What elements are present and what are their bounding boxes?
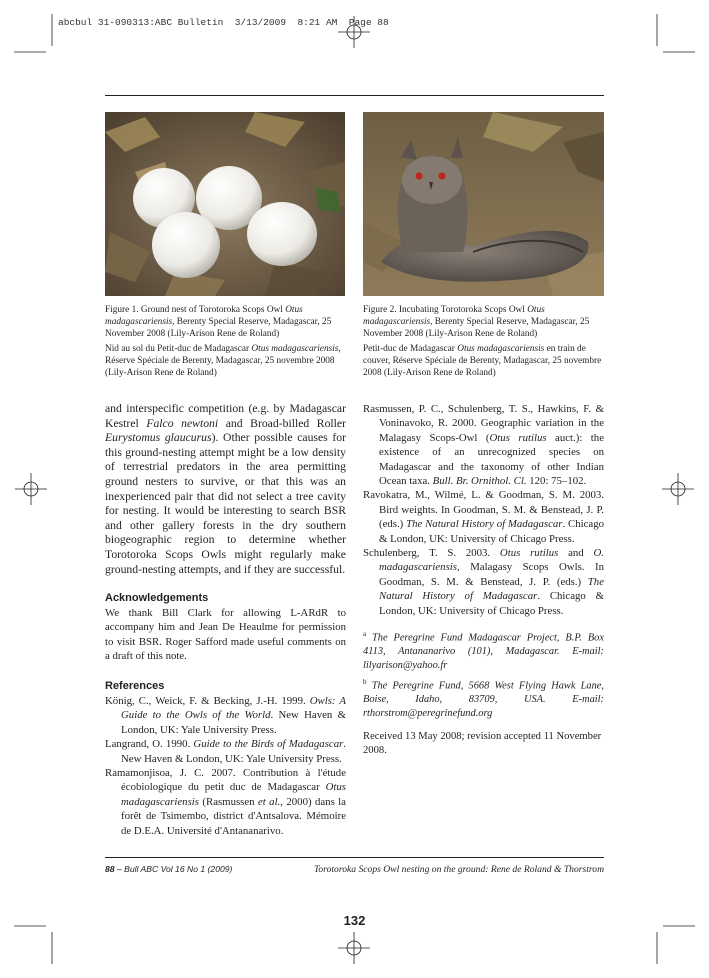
figure-1-caption-fr: Nid au sol du Petit-duc de Madagascar Otus madagascariensis, Réserve Spéciale de Berenty, Madagascar, 25 novembre 2008 (Lily-Arison Rene de Roland): [105, 344, 341, 378]
egg: [152, 212, 220, 278]
registration-target-bottom: [338, 932, 370, 964]
registration-target-left: [15, 473, 47, 505]
figure-2-caption-en: Figure 2. Incubating Torotoroka Scops Owl Otus madagascariensis, Berenty Special Reserve, Madagascar, 25 November 2008 (Lily-Arison Rene de Roland): [363, 305, 590, 339]
body-paragraph: and interspecific competition (e.g. by Madagascar Kestrel Falco newtoni and Broad-billed Roller Eurystomus glaucurus). Other possible causes for this ground-nesting attempt might be a low density of terrestrial predators in the area permitting ground nesters to survive, or that this was an inexperienced pair that did not select a tree cavity for nesting. It would be interesting to search BSR and other gallery forests in the dry southern biogeographic region to determine whether Torotoroka Scops Owls might regularly make ground-nesting attempts, and if they are successful.: [105, 402, 346, 576]
references-list: [105, 694, 346, 838]
reference-item: Schulenberg, T. S. 2003. Otus rutilus and O. madagascariensis, Malagasy Scops Owls. In Goodman, S. M. & Benstead, J. P. (eds.) The Natural History of Madagascar. Chicago & London, UK: University of Chicago Press.: [363, 547, 604, 617]
figure-1-caption: [105, 304, 345, 382]
figure-label: Figure 2: [363, 305, 395, 315]
registration-target-right: [662, 473, 694, 505]
acknowledgements-heading: Acknowledgements: [105, 592, 209, 605]
author-address-b: $^b$ The Peregrine Fund, 5668 West Flying Hawk Lane, Boise, Idaho, 83709, USA. E-mail: rthorstrom@peregrinefund.org: [363, 678, 604, 719]
reference-item: Langrand, O. 1990. Guide to the Birds of Madagascar. New Haven & London, UK: Yale University Press.: [105, 738, 346, 765]
reference-item: Ramamonjisoa, J. C. 2007. Contribution à l'étude écobiologique du petit duc de Madagascar Otus madagascariensis (Rasmussen et al., 2000) dans la forêt de Tsimembo, district d'Antsalova. Mémoire de D.E.A. Université d'Antananarivo.: [105, 766, 346, 837]
footer-running-title: Torotoroka Scops Owl nesting on the ground: Rene de Roland & Thorstrom: [313, 864, 604, 875]
figure-2-caption-fr: Petit-duc de Madagascar Otus madagascariensis en train de couver, Réserve Spéciale de Berenty, Madagascar, 25 novembre 2008 (Lily-Arison Rene de Roland): [363, 344, 602, 378]
reference-item: Ravokatra, M., Wilmé, L. & Goodman, S. M. 2003. Bird weights. In Goodman, S. M. & Benstead, J. P. (eds.) The Natural History of Madagascar. Chicago & London, UK: University of Chicago Press.: [363, 489, 604, 545]
left-column: [105, 402, 346, 838]
footer-journal: 88 – Bull ABC Vol 16 No 1 (2009): [105, 864, 233, 874]
acknowledgements-text: We thank Bill Clark for allowing L-ARdR to accompany him and Jean De Heaulme for permission to visit BSR. Roger Safford made useful comments on a draft of this note.: [105, 606, 346, 662]
footer-rule: [105, 857, 604, 858]
received-date: Received 13 May 2008; revision accepted 11 November 2008.: [363, 731, 602, 757]
owl-face: [402, 156, 462, 204]
figure-2-caption: [363, 304, 604, 382]
header-rule: [105, 95, 604, 96]
egg: [247, 202, 317, 266]
right-column: [363, 402, 604, 759]
references-heading: References: [105, 680, 165, 693]
figure-label: Figure 1: [105, 305, 137, 315]
reference-item: König, C., Weick, F. & Becking, J.-H. 1999. Owls: A Guide to the Owls of the World. New Haven & London, UK: Yale University Press.: [105, 694, 346, 736]
reference-item: Rasmussen, P. C., Schulenberg, T. S., Hawkins, F. & Voninavoko, R. 2000. Geographic variation in the Malagasy Scops-Owl (Otus rutilus auct.): the existence of an unrecognized species on Madagascar and the taxonomy of other Indian Ocean taxa. Bull. Br. Ornithol. Cl. 120: 75–102.: [363, 403, 604, 488]
print-slug: abcbul 31-090313:ABC Bulletin 3/13/2009 8:21 AM Page 88: [58, 17, 389, 28]
figure-1-photo: [105, 112, 345, 296]
figure-1-caption-en: Figure 1. Ground nest of Torotoroka Scops Owl Otus madagascariensis, Berenty Special Reserve, Madagascar, 25 November 2008 (Lily-Arison Rene de Roland): [105, 305, 332, 339]
figure-2-photo: [363, 112, 604, 296]
page-number: 132: [343, 913, 366, 928]
author-address-a: $^a$ The Peregrine Fund Madagascar Project, B.P. Box 4113, Antananarivo (101), Madagascar. E-mail: lilyarison@yahoo.fr: [363, 630, 604, 671]
